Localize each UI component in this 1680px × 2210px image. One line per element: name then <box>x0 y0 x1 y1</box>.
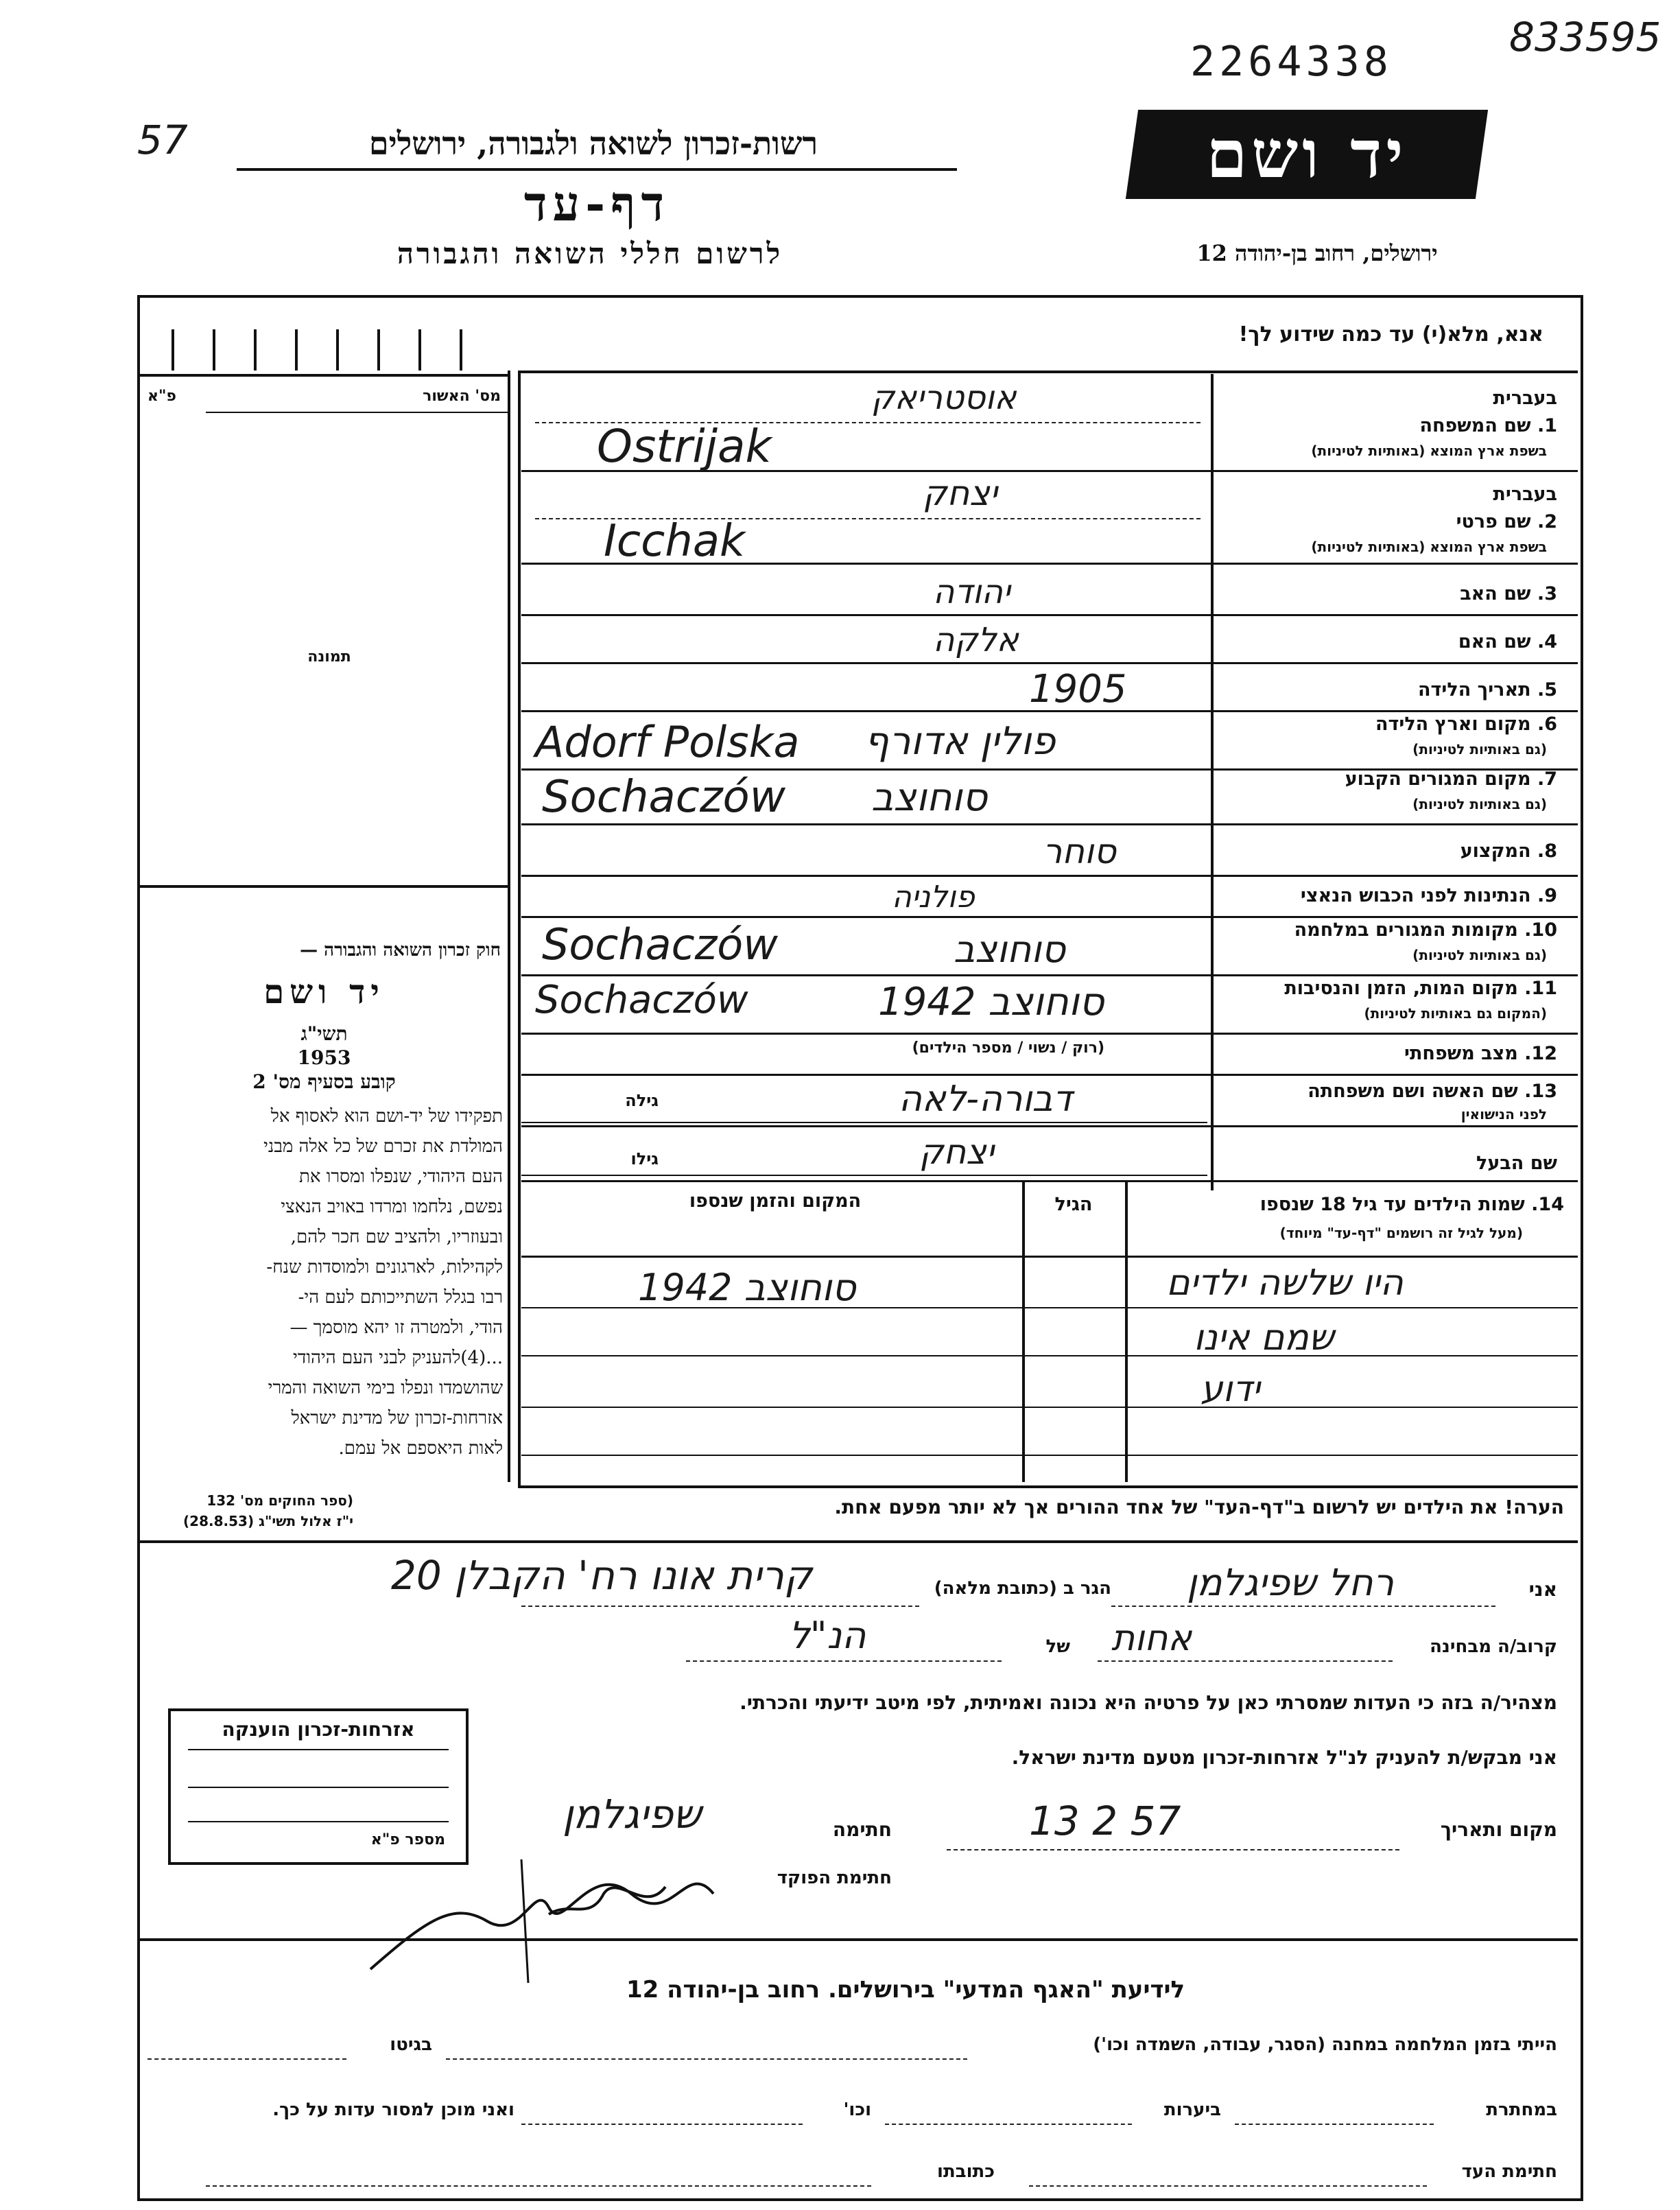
child-name-row[interactable]: היו שלשה ילדים <box>1166 1262 1404 1304</box>
footer-notice: לידיעת "האגף המדעי" בירושלים. רחוב בן-יהודה 12 <box>626 1976 1185 2003</box>
f10-sub: (גם באותיות לטיניות) <box>1412 947 1547 963</box>
f1-hebrew-label: בעברית <box>1493 388 1557 409</box>
law-text <box>143 1101 503 1463</box>
children-place-value[interactable]: סוחוצב 1942 <box>638 1266 856 1309</box>
note-top-line <box>518 1485 1578 1488</box>
children-row-line <box>521 1355 1578 1356</box>
f7-value-latin[interactable]: Sochaczów <box>542 772 786 823</box>
f2-hebrew-label: בעברית <box>1493 484 1557 505</box>
law-line: לאות היאספם אל עמם. <box>338 1438 503 1459</box>
law-line: ובעוזריו, ולהציב שם חכר להם, <box>290 1227 503 1247</box>
relation-value[interactable]: אחות <box>1111 1618 1192 1659</box>
f13b-age-label: גילו <box>630 1149 659 1168</box>
f1-value-latin[interactable]: Ostrijak <box>597 420 772 473</box>
grid-top <box>518 371 1578 373</box>
citizenship-granted-box <box>168 1708 469 1865</box>
f6-label: 6. מקום וארץ הלידה <box>1375 714 1557 735</box>
values-left-border <box>518 371 521 1485</box>
law-line: העם היהודי, שנפלו ומסרו את <box>299 1166 503 1187</box>
children-col-divider <box>1125 1180 1128 1482</box>
row-line <box>521 875 1578 877</box>
f6-sub: (גם באותיות לטיניות) <box>1412 741 1547 757</box>
footer-separator <box>140 1938 1578 1941</box>
f7-label: 7. מקום המגורים הקבוע <box>1345 768 1557 790</box>
place-date-line <box>947 1849 1399 1850</box>
label-column-divider <box>1211 374 1214 1190</box>
f7-sub: (גם באותיות לטיניות) <box>1412 796 1547 812</box>
f14-place-header: המקום והזמן שנספו <box>689 1190 862 1212</box>
f13-value[interactable]: דבורה-לאה <box>899 1079 1072 1120</box>
margin-number: 57 <box>137 117 188 163</box>
approval-underline <box>206 412 508 413</box>
f2-value-he[interactable]: יצחק <box>923 473 997 513</box>
citizenship-box-title: אזרחות-זכרון הוענקה <box>222 1718 415 1741</box>
row-line <box>521 662 1578 664</box>
yad-vashem-logo <box>1126 110 1488 199</box>
page-subtitle: לרשום חללי השואה והגבורה <box>397 237 783 270</box>
law-footnote-1: (ספר החוקים מס' 132 <box>206 1492 353 1509</box>
f6-value-latin[interactable]: Adorf Polska <box>535 717 800 767</box>
left-column-divider <box>508 371 510 1482</box>
footer-line1-dash2 <box>147 2058 346 2060</box>
law-year-he: תשי"ג <box>300 1022 348 1045</box>
law-line: שהושמדו ונפלו בימי השואה והמרי <box>268 1378 503 1398</box>
f13-sub: לפני הנישואין <box>1460 1106 1547 1122</box>
institution-address: ירושלים, רחוב בן-יהודה 12 <box>1196 240 1438 266</box>
footer-line2-d: ואני מוכן למסור עדות על כך. <box>272 2100 514 2120</box>
f10-value-latin[interactable]: Sochaczów <box>542 919 778 969</box>
law-title: חוק זכרון השואה והגבורה — <box>300 940 501 961</box>
child-name-row[interactable]: ידוע <box>1200 1369 1260 1410</box>
children-row-line <box>521 1455 1578 1456</box>
declarant-address-line <box>521 1606 919 1607</box>
note-bottom-line <box>140 1540 1578 1543</box>
f5-value[interactable]: 1905 <box>1029 667 1127 712</box>
declarant-resides-label: הגר ב (כתובת מלאה) <box>934 1578 1111 1599</box>
header-underline <box>237 168 957 171</box>
photo-box-top <box>140 374 510 377</box>
row-line <box>521 1180 1578 1182</box>
logo-text: יד ושם <box>1206 115 1408 193</box>
f9-label: 9. הנתינות לפני הכבוש הנאצי <box>1300 885 1557 906</box>
children-header-line <box>521 1256 1578 1258</box>
law-line: לקהילות, לארגונים ולמוסדות שנח- <box>266 1257 503 1278</box>
official-signature-label: חתימת הפוקד <box>777 1868 892 1888</box>
f3-label: 3. שם האב <box>1460 583 1557 604</box>
f7-value-he[interactable]: סוחוצב <box>871 775 988 820</box>
f14-age-header: הגיל <box>1054 1194 1093 1215</box>
f13b-underline <box>521 1175 1207 1176</box>
f10-value-he[interactable]: סוחוצב <box>954 928 1066 971</box>
f11-label: 11. מקום המות, הזמן והנסיבות <box>1284 978 1557 999</box>
footer-line3-dash2 <box>206 2185 871 2187</box>
footer-line2-dash2 <box>885 2124 1132 2125</box>
f13b-value[interactable]: יצחק <box>919 1132 994 1172</box>
f6-value-he[interactable]: פולין אדורף <box>864 719 1056 764</box>
declarant-name[interactable]: רחל שפיגלמן <box>1187 1561 1395 1604</box>
law-line: נפשם, נלחמו ומרדו באויב הנאצי <box>281 1197 503 1217</box>
fill-request: אנא, מלא(י) עד כמה שידוע לך! <box>1238 322 1543 346</box>
authority-name: רשות-זכרון לשואה ולגבורה, ירושלים <box>368 125 818 162</box>
f11-sub: (המקום גם באותיות לטיניות) <box>1364 1005 1547 1022</box>
citizenship-number-label: מספר פ"א <box>370 1831 445 1848</box>
row-line <box>521 974 1578 976</box>
f1-value-he[interactable]: אוסטריאק <box>871 379 1017 417</box>
f10-label: 10. מקומות המגורים במלחמה <box>1294 919 1557 941</box>
law-line: תפקידו של יד-ושם הוא לאסוף אל <box>270 1106 503 1127</box>
footer-line2-dash3 <box>521 2124 803 2125</box>
relation-label: קרוב/ה מבחינה <box>1430 1636 1557 1657</box>
photo-placeholder-label: תמונה <box>307 648 351 666</box>
footer-line1-a: הייתי בזמן המלחמה במחנה (הסגר, עבודה, השמדה וכו') <box>1093 2034 1557 2055</box>
footer-line2-c: וכו' <box>843 2100 871 2120</box>
children-row-line <box>521 1407 1578 1408</box>
f1-sub: בשפת ארץ המוצא (באותיות לטיניות) <box>1311 443 1547 459</box>
footer-line3-dash <box>1029 2185 1427 2187</box>
law-name: יד ושם <box>263 973 385 1011</box>
approval-number-boxes[interactable] <box>171 329 501 371</box>
law-line: ...(4)להעניק לבני העם היהודי <box>293 1348 503 1368</box>
row-line <box>521 1033 1578 1035</box>
footer-line1-dash <box>446 2058 967 2060</box>
law-line: רבו בגלל השתייכותם לעם הי- <box>298 1287 503 1308</box>
declarant-address[interactable]: קרית אונו רח' הקבלן 20 <box>391 1552 813 1599</box>
f5-label: 5. תאריך הלידה <box>1417 679 1557 701</box>
age-col-divider <box>1022 1180 1025 1482</box>
f2-label: 2. שם פרטי <box>1456 511 1557 532</box>
row-line <box>521 823 1578 825</box>
f3-value[interactable]: יהודה <box>933 573 1010 611</box>
law-line: הודי, ולמטרה זו יהא מוסמך — <box>289 1317 503 1338</box>
footer-line3-a: חתימת העד <box>1461 2161 1557 2182</box>
f8-label: 8. המקצוע <box>1460 840 1557 862</box>
of-value[interactable]: הנ"ל <box>789 1614 866 1657</box>
place-date-value[interactable]: 13 2 57 <box>1029 1798 1181 1844</box>
signature-label: חתימה <box>832 1818 892 1841</box>
f13-label: 13. שם האשה ושם משפחתה <box>1308 1081 1557 1102</box>
law-line: המולדת את זכרם של כל אלה מבני <box>263 1136 503 1157</box>
f9-value[interactable]: פולניה <box>892 880 975 915</box>
footer-line2-b: ביערות <box>1163 2100 1221 2120</box>
child-name-row[interactable]: שמם אינו <box>1194 1317 1334 1359</box>
place-date-label: מקום ותאריך <box>1440 1818 1557 1841</box>
f4-label: 4. שם האם <box>1458 631 1557 653</box>
f14-sub: (מעל לגיל זה רושמים "דף-עד" מיוחד) <box>1279 1225 1523 1241</box>
footer-line3-b: כתובתו <box>937 2161 995 2182</box>
f12-label: 12. מצב משפחתי <box>1404 1043 1557 1064</box>
f13-underline <box>521 1122 1207 1123</box>
document-number: 2264338 <box>1190 38 1393 86</box>
of-line <box>686 1660 1002 1662</box>
f11-value-he[interactable]: סוחוצב 1942 <box>878 980 1104 1024</box>
corner-number: 833595 <box>1509 14 1661 60</box>
law-line: אזרחות-זכרון של מדינת ישראל <box>291 1408 503 1429</box>
law-clause: קובע בסעיף מס' 2 <box>252 1070 396 1093</box>
f1-label: 1. שם המשפחה <box>1419 415 1557 436</box>
f11-value-latin[interactable]: Sochaczów <box>535 978 748 1022</box>
footer-line2-a: במחתרת <box>1486 2100 1557 2120</box>
declarant-name-line <box>1111 1606 1495 1607</box>
photo-box-bottom <box>140 885 510 888</box>
children-note: הערה! את הילדים יש לרשום ב"דף-העד" של אחד ההורים אך לא יותר מפעם אחת. <box>834 1496 1564 1518</box>
f13b-label: שם הבעל <box>1476 1153 1557 1174</box>
pa-label: פ"א <box>147 388 176 405</box>
row-line <box>521 1125 1578 1127</box>
footer-line2-dash <box>1235 2124 1434 2125</box>
law-year: 1953 <box>297 1046 351 1069</box>
f2-sub: בשפת ארץ המוצא (באותיות לטיניות) <box>1311 539 1547 555</box>
approval-number-label: מס' האשור <box>423 388 501 405</box>
f14-label: 14. שמות הילדים עד גיל 18 שנספו <box>1259 1194 1564 1215</box>
f8-value[interactable]: סוחר <box>1043 832 1116 871</box>
f2-value-latin[interactable]: Icchak <box>604 516 746 567</box>
f4-value[interactable]: אלקה <box>933 621 1019 659</box>
of-label: של <box>1045 1636 1070 1657</box>
law-footnote-2: י"ז אלול תשי"ג (28.8.53) <box>183 1513 353 1529</box>
row-line <box>521 916 1578 918</box>
citizenship-request: אני מבקש/ת להעניק לנ"ל אזרחות-זכרון מטעם מדינת ישראל. <box>1011 1746 1557 1769</box>
row-line <box>521 614 1578 616</box>
signature-value[interactable]: שפיגלמן <box>563 1791 702 1837</box>
row-line <box>521 1074 1578 1076</box>
page-title: דף-עד <box>523 175 670 232</box>
declarant-ani: אני <box>1528 1578 1557 1601</box>
footer-line1-b: בגיטו <box>390 2034 432 2055</box>
relation-line <box>1098 1660 1393 1662</box>
f13-age-label: גילה <box>625 1091 659 1110</box>
declaration-text: מצהיר/ה בזה כי העדות שמסרתי כאן על פרטיה היא נכונה ואמיתית, לפי מיטב ידיעתי והכרתי. <box>740 1691 1557 1714</box>
f12-note: (רוק / נשוי / מספר הילדים) <box>912 1039 1104 1057</box>
